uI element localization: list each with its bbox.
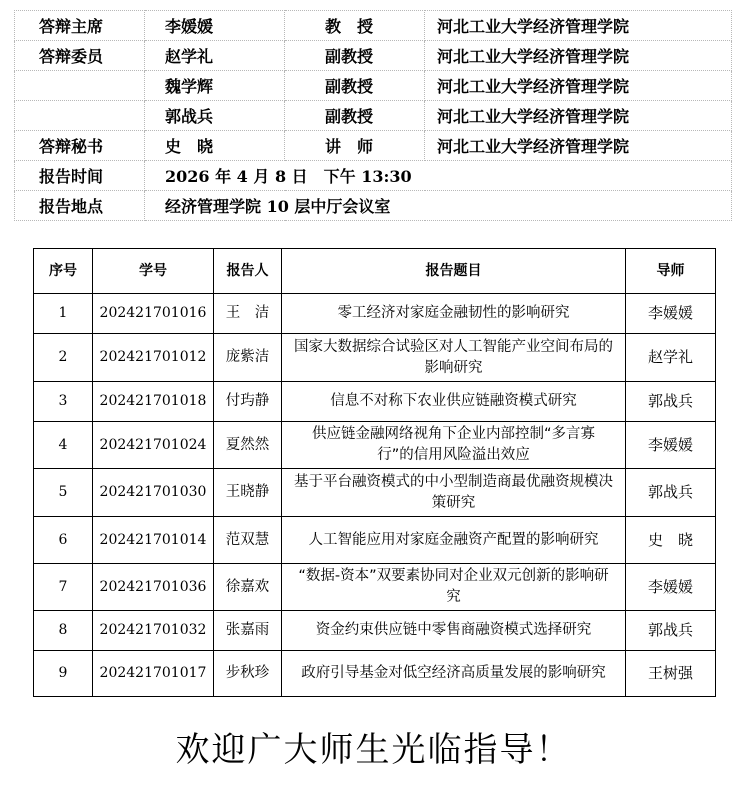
table-row	[34, 611, 716, 651]
row-no: 9	[34, 651, 93, 697]
row-presenter: 付玙静	[214, 382, 282, 422]
row-presenter: 庞紫洁	[214, 334, 282, 382]
committee-role: 答辩主席	[15, 11, 145, 41]
header-no: 序号	[34, 249, 93, 294]
table-row	[34, 382, 716, 422]
row-no: 5	[34, 469, 93, 517]
row-title: 资金约束供应链中零售商融资模式选择研究	[282, 611, 626, 651]
table-row	[34, 469, 716, 517]
report-time-value: 2026 年 4 月 8 日 下午 13:30	[145, 161, 732, 191]
row-student-id: 202421701030	[93, 469, 214, 517]
row-presenter: 王晓静	[214, 469, 282, 517]
row-advisor: 赵学礼	[626, 334, 716, 382]
row-student-id: 202421701017	[93, 651, 214, 697]
table-row	[34, 334, 716, 382]
committee-row	[15, 131, 732, 161]
committee-affiliation: 河北工业大学经济管理学院	[425, 71, 732, 101]
committee-name: 郭战兵	[145, 101, 285, 131]
row-presenter: 徐嘉欢	[214, 564, 282, 611]
committee-row	[15, 11, 732, 41]
row-advisor: 郭战兵	[626, 382, 716, 422]
committee-row	[15, 101, 732, 131]
report-time-label: 报告时间	[15, 161, 145, 191]
row-student-id: 202421701024	[93, 422, 214, 469]
committee-affiliation: 河北工业大学经济管理学院	[425, 11, 732, 41]
report-place-label: 报告地点	[15, 191, 145, 221]
row-no: 2	[34, 334, 93, 382]
committee-title: 副教授	[285, 71, 425, 101]
report-time-row	[15, 161, 732, 191]
row-no: 6	[34, 517, 93, 564]
committee-name: 李媛媛	[145, 11, 285, 41]
table-row	[34, 294, 716, 334]
committee-role	[15, 71, 145, 101]
header-advisor: 导师	[626, 249, 716, 294]
row-title: 政府引导基金对低空经济高质量发展的影响研究	[282, 651, 626, 697]
header-presenter: 报告人	[214, 249, 282, 294]
row-title: 基于平台融资模式的中小型制造商最优融资规模决策研究	[282, 469, 626, 517]
table-row	[34, 517, 716, 564]
row-no: 7	[34, 564, 93, 611]
table-row	[34, 564, 716, 611]
row-student-id: 202421701016	[93, 294, 214, 334]
row-student-id: 202421701012	[93, 334, 214, 382]
committee-table	[14, 10, 732, 221]
row-advisor: 史 晓	[626, 517, 716, 564]
row-advisor: 李媛媛	[626, 422, 716, 469]
row-advisor: 王树强	[626, 651, 716, 697]
committee-affiliation: 河北工业大学经济管理学院	[425, 101, 732, 131]
header-student-id: 学号	[93, 249, 214, 294]
row-presenter: 步秋珍	[214, 651, 282, 697]
row-presenter: 王 洁	[214, 294, 282, 334]
row-presenter: 夏然然	[214, 422, 282, 469]
committee-title: 副教授	[285, 101, 425, 131]
committee-affiliation: 河北工业大学经济管理学院	[425, 41, 732, 71]
row-student-id: 202421701032	[93, 611, 214, 651]
row-title: 信息不对称下农业供应链融资模式研究	[282, 382, 626, 422]
row-student-id: 202421701036	[93, 564, 214, 611]
row-student-id: 202421701018	[93, 382, 214, 422]
committee-name: 史 晓	[145, 131, 285, 161]
row-presenter: 张嘉雨	[214, 611, 282, 651]
row-presenter: 范双慧	[214, 517, 282, 564]
committee-row	[15, 41, 732, 71]
row-advisor: 郭战兵	[626, 611, 716, 651]
row-advisor: 李媛媛	[626, 294, 716, 334]
committee-role: 答辩委员	[15, 41, 145, 71]
welcome-message: 欢迎广大师生光临指导！	[175, 730, 572, 770]
committee-title: 教 授	[285, 11, 425, 41]
row-student-id: 202421701014	[93, 517, 214, 564]
row-no: 4	[34, 422, 93, 469]
row-title: 零工经济对家庭金融韧性的影响研究	[282, 294, 626, 334]
committee-title: 讲 师	[285, 131, 425, 161]
committee-name: 赵学礼	[145, 41, 285, 71]
row-advisor: 李媛媛	[626, 564, 716, 611]
table-row	[34, 651, 716, 697]
schedule-table	[33, 248, 716, 697]
row-title: 国家大数据综合试验区对人工智能产业空间布局的影响研究	[282, 334, 626, 382]
schedule-header-row	[34, 249, 716, 294]
row-advisor: 郭战兵	[626, 469, 716, 517]
committee-affiliation: 河北工业大学经济管理学院	[425, 131, 732, 161]
committee-name: 魏学辉	[145, 71, 285, 101]
committee-row	[15, 71, 732, 101]
committee-role: 答辩秘书	[15, 131, 145, 161]
committee-title: 副教授	[285, 41, 425, 71]
report-place-value: 经济管理学院 10 层中厅会议室	[145, 191, 732, 221]
report-place-row	[15, 191, 732, 221]
row-title: 人工智能应用对家庭金融资产配置的影响研究	[282, 517, 626, 564]
row-title: 供应链金融网络视角下企业内部控制“多言寡行”的信用风险溢出效应	[282, 422, 626, 469]
row-no: 8	[34, 611, 93, 651]
header-title: 报告题目	[282, 249, 626, 294]
table-row	[34, 422, 716, 469]
row-no: 3	[34, 382, 93, 422]
committee-role	[15, 101, 145, 131]
row-no: 1	[34, 294, 93, 334]
row-title: “数据-资本”双要素协同对企业双元创新的影响研究	[282, 564, 626, 611]
